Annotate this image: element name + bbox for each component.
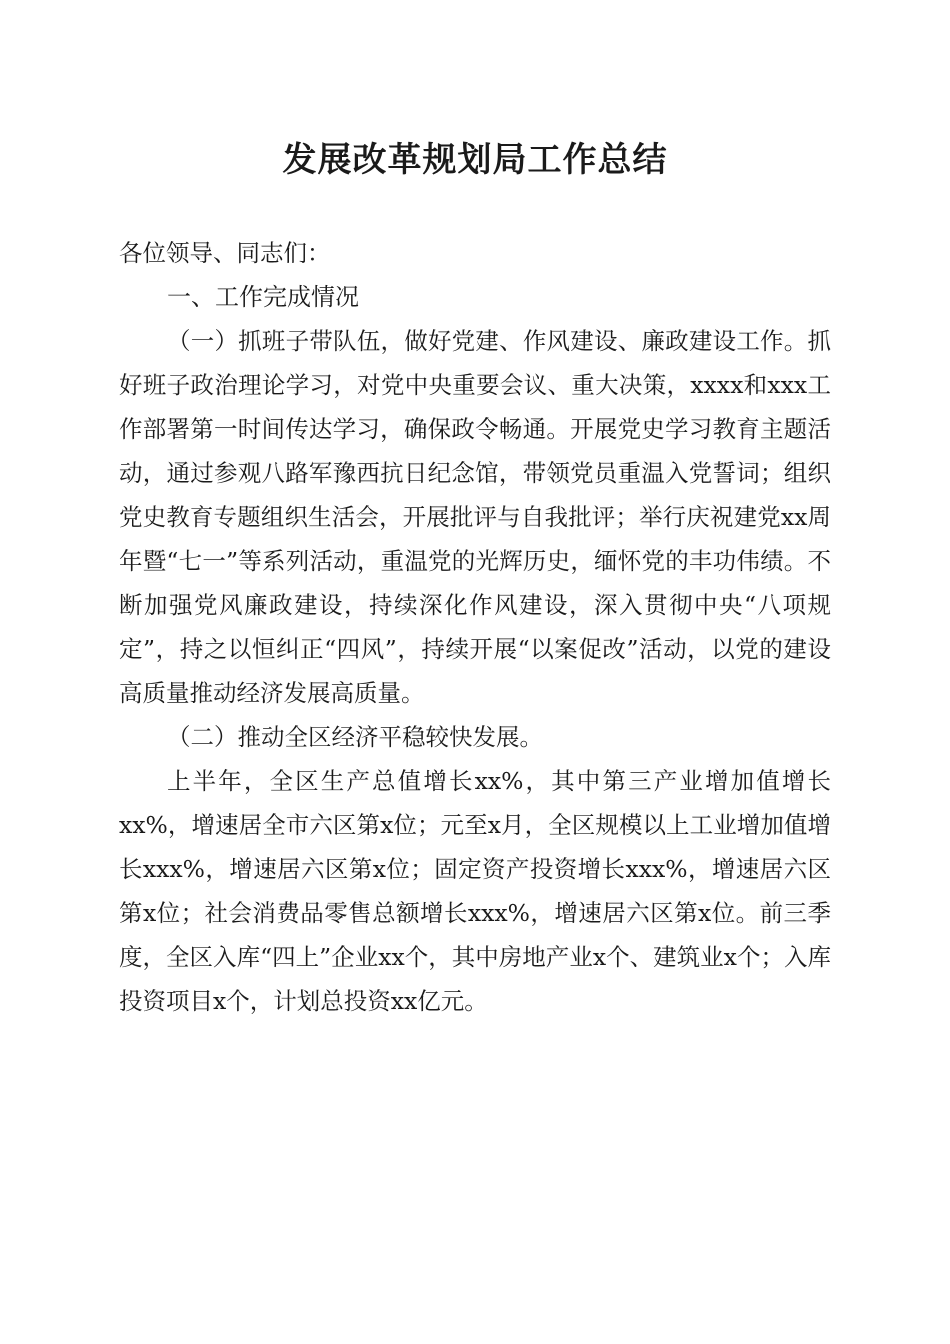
paragraph-2-heading: （二）推动全区经济平稳较快发展。	[167, 723, 543, 751]
document-body	[119, 231, 831, 1023]
document-title: 发展改革规划局工作总结	[282, 140, 668, 180]
paragraph-1-heading: （一）抓班子带队伍，做好党建、作风建设、廉政建设工作。	[167, 327, 808, 355]
section-heading: 一、工作完成情况	[167, 283, 359, 311]
paragraph-1	[119, 319, 831, 715]
salutation: 各位领导、同志们：	[119, 239, 331, 267]
paragraph-1-body: 抓好班子政治理论学习，对党中央重要会议、重大决策，xxxx和xxx工作部署第一时间传达学习，确保政令畅通。开展党史学习教育主题活动，通过参观八路军豫西抗日纪念馆，带领党员重温入党誓词；组织党史教育专题组织生活会，开展批评与自我批评；举行庆祝建党xx周年暨“七一”等系列活动，重温党的光辉历史，缅怀党的丰功伟绩。不断加强党风廉政建设，持续深化作风建设，深入贯彻中央“八项规定”，持之以恒纠正“四风”，持续开展“以案促改”活动，以党的建设高质量推动经济发展高质量。	[119, 327, 831, 707]
paragraph-3: 上半年，全区生产总值增长xx%，其中第三产业增加值增长xx%，增速居全市六区第x位；元至x月，全区规模以上工业增加值增长xxx%，增速居六区第x位；固定资产投资增长xxx%，增速居六区第x位；社会消费品零售总额增长xxx%，增速居六区第x位。前三季度，全区入库“四上”企业xx个，其中房地产业x个、建筑业x个；入库投资项目x个，计划总投资xx亿元。	[119, 767, 831, 1015]
